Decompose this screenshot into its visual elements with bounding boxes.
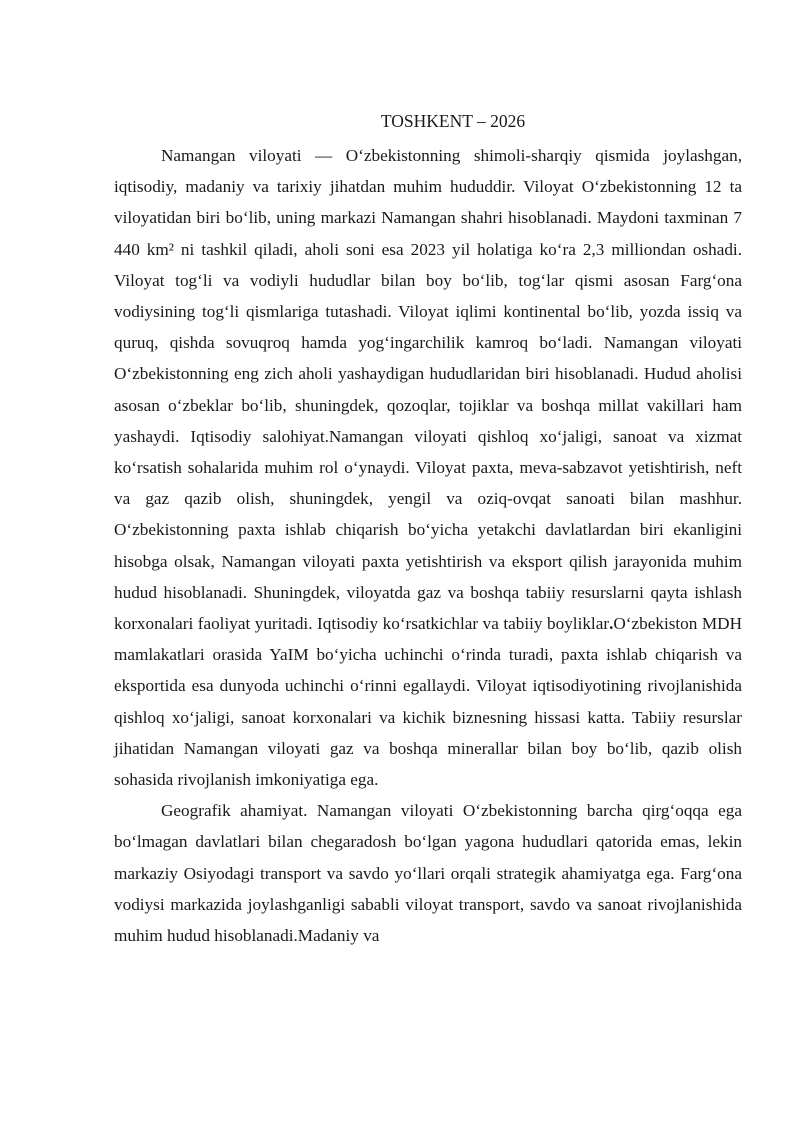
paragraph-1-bold-dot: .	[609, 614, 614, 634]
paragraph-1-part-2: O‘zbekiston MDH mamlakatlari orasida YaIM bo‘yicha uchinchi o‘rinda turadi, paxta ishlab chiqarish va eksportida esa dunyoda uchinchi o‘rinni egallaydi. Viloyat iqtisodiyotining rivojlanishida qishloq xo‘jaligi, sanoat korxonalari va kichik biznesning hissasi katta. Tabiiy resurslar jihatidan Namangan viloyati gaz va boshqa minerallar bilan boy bo‘lib, qazib olish sohasida rivojlanish imkoniyatiga ega.	[114, 614, 742, 790]
paragraph-1	[114, 140, 742, 795]
paragraph-1-part-1: Namangan viloyati — O‘zbekistonning shimoli-sharqiy qismida joylashgan, iqtisodiy, madaniy va tarixiy jihatdan muhim hududdir. Viloyat O‘zbekistonning 12 ta viloyatidan biri bo‘lib, uning markazi Namangan shahri hisoblanadi. Maydoni taxminan 7 440 km² ni tashkil qiladi, aholi soni esa 2023 yil holatiga ko‘ra 2,3 milliondan oshadi. Viloyat tog‘li va vodiyli hududlar bilan boy bo‘lib, tog‘lar qismi asosan Farg‘ona vodiysining tog‘li qismlariga tutashadi. Viloyat iqlimi kontinental bo‘lib, yozda issiq va quruq, qishda sovuqroq hamda yog‘ingarchilik kamroq bo‘ladi. Namangan viloyati O‘zbekistonning eng zich aholi yashaydigan hududlaridan biri hisoblanadi. Hudud aholisi asosan o‘zbeklar bo‘lib, shuningdek, qozoqlar, tojiklar va boshqa millat vakillari ham yashaydi. Iqtisodiy salohiyat.Namangan viloyati qishloq xo‘jaligi, sanoat va xizmat ko‘rsatish sohalarida muhim rol o‘ynaydi. Viloyat paxta, meva-sabzavot yetishtirish, neft va gaz qazib olish, shuningdek, yengil va oziq-ovqat sanoati bilan mashhur. O‘zbekistonning paxta ishlab chiqarish bo‘yicha yetakchi davlatlardan biri ekanligini hisobga olsak, Namangan viloyati paxta yetishtirish va eksport qilish jarayonida muhim hudud hisoblanadi. Shuningdek, viloyatda gaz va boshqa tabiiy resurslarni qayta ishlash korxonalari faoliyat yuritadi. Iqtisodiy ko‘rsatkichlar va tabiiy boyliklar	[114, 146, 742, 634]
document-heading: TOSHKENT – 2026	[380, 111, 526, 131]
paragraph-2: Geografik ahamiyat. Namangan viloyati O‘zbekistonning barcha qirg‘oqqa ega bo‘lmagan davlatlari bilan chegaradosh bo‘lgan yagona hududlari qatorida emas, lekin markaziy Osiyodagi transport va savdo yo‘llari orqali strategik ahamiyatga ega. Farg‘ona vodiysi markazida joylashganligi sababli viloyat transport, savdo va sanoat rivojlanishida muhim hudud hisoblanadi.Madaniy va	[114, 801, 742, 946]
document-body	[114, 140, 742, 951]
